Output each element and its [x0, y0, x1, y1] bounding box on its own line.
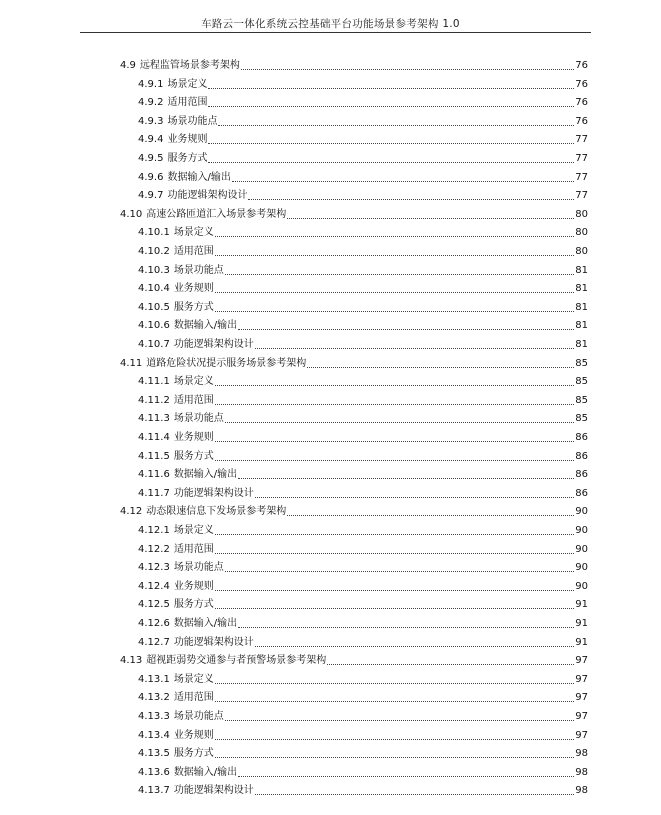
toc-entry-number: 4.11: [120, 357, 143, 369]
toc-subsection-entry[interactable]: [138, 411, 588, 425]
toc-entry-title: 适用范围: [167, 97, 208, 109]
toc-dot-leader: [215, 553, 574, 554]
toc-dot-leader: [208, 162, 574, 163]
toc-entry-number: 4.13.5: [138, 748, 170, 760]
toc-entry-title: 超视距弱势交通参与者预警场景参考架构: [146, 655, 327, 667]
toc-section-entry[interactable]: [120, 356, 588, 370]
toc-entry-page-number: 98: [575, 785, 588, 797]
toc-entry-page-number: 85: [575, 413, 588, 425]
toc-entry-page-number: 80: [575, 246, 588, 257]
toc-entry-number: 4.13.2: [138, 692, 170, 704]
toc-entry-number: 4.12.7: [138, 636, 170, 648]
toc-entry-title: 场景定义: [167, 78, 208, 90]
toc-dot-leader: [255, 497, 574, 498]
toc-entry-number: 4.11.5: [138, 450, 170, 462]
toc-entry-number: 4.9.4: [138, 134, 164, 146]
toc-dot-leader: [215, 739, 574, 740]
toc-entry-number: 4.9.2: [138, 97, 164, 109]
toc-subsection-entry[interactable]: [138, 635, 588, 649]
toc-subsection-entry[interactable]: [138, 542, 588, 556]
toc-entry-number: 4.11.6: [138, 469, 170, 481]
toc-entry-number: 4.13.7: [138, 785, 170, 797]
toc-entry-title: 场景功能点: [173, 264, 224, 276]
toc-entry-page-number: 77: [575, 134, 588, 146]
toc-dot-leader: [238, 627, 574, 628]
toc-entry-number: 4.10.6: [138, 320, 170, 332]
toc-entry-title: 场景功能点: [167, 115, 218, 127]
toc-dot-leader: [255, 646, 574, 647]
toc-dot-leader: [287, 218, 574, 219]
toc-entry-title: 功能逻辑架构设计: [167, 190, 248, 202]
toc-entry-number: 4.10.7: [138, 339, 170, 350]
toc-entry-title: 数据输入/输出: [173, 618, 238, 629]
toc-entry-page-number: 85: [575, 394, 588, 406]
toc-entry-number: 4.9.5: [138, 153, 164, 164]
toc-entry-number: 4.13.4: [138, 729, 170, 741]
toc-entry-title: 场景定义: [173, 673, 214, 685]
toc-dot-leader: [287, 515, 574, 516]
toc-entry-number: 4.10.3: [138, 264, 170, 276]
toc-entry-page-number: 98: [575, 748, 588, 760]
toc-subsection-entry[interactable]: [138, 449, 588, 463]
toc-dot-leader: [255, 794, 574, 795]
toc-subsection-entry[interactable]: [138, 318, 588, 332]
toc-dot-leader: [215, 292, 574, 293]
toc-entry-title: 数据输入/输出: [173, 469, 238, 481]
toc-dot-leader: [208, 143, 574, 144]
toc-subsection-entry[interactable]: [138, 467, 588, 481]
toc-dot-leader: [215, 441, 574, 442]
toc-entry-title: 服务方式: [167, 153, 208, 164]
toc-entry-title: 场景功能点: [173, 711, 224, 722]
toc-entry-number: 4.11.7: [138, 487, 170, 499]
toc-subsection-entry[interactable]: [138, 560, 588, 574]
toc-entry-number: 4.11.4: [138, 432, 170, 443]
toc-subsection-entry[interactable]: [138, 225, 588, 239]
toc-entry-page-number: 97: [575, 692, 588, 704]
toc-entry-number: 4.12.4: [138, 580, 170, 592]
toc-entry-title: 场景功能点: [173, 413, 224, 425]
toc-section-entry[interactable]: [120, 653, 588, 667]
toc-entry-page-number: 77: [575, 171, 588, 183]
toc-entry-page-number: 86: [575, 487, 588, 499]
toc-dot-leader: [215, 236, 574, 237]
toc-dot-leader: [215, 311, 574, 312]
toc-dot-leader: [215, 701, 574, 702]
toc-entry-title: 功能逻辑架构设计: [173, 785, 254, 797]
toc-entry-number: 4.10.5: [138, 301, 170, 313]
toc-entry-title: 场景定义: [173, 227, 214, 239]
toc-subsection-entry[interactable]: [138, 393, 588, 407]
toc-entry-title: 场景功能点: [173, 562, 224, 574]
toc-entry-title: 业务规则: [167, 134, 208, 146]
toc-subsection-entry[interactable]: [138, 690, 588, 704]
toc-dot-leader: [307, 367, 574, 368]
toc-entry-page-number: 86: [575, 450, 588, 462]
toc-entry-number: 4.10.4: [138, 283, 170, 295]
toc-entry-title: 远程监管场景参考架构: [139, 60, 240, 71]
toc-entry-page-number: 80: [575, 208, 588, 220]
toc-entry-page-number: 90: [575, 562, 588, 574]
toc-entry-page-number: 97: [575, 673, 588, 685]
toc-entry-page-number: 80: [575, 227, 588, 239]
toc-entry-title: 业务规则: [173, 729, 214, 741]
toc-dot-leader: [215, 534, 574, 535]
toc-entry-number: 4.13: [120, 655, 143, 667]
toc-dot-leader: [215, 460, 574, 461]
toc-entry-page-number: 76: [575, 115, 588, 127]
toc-section-entry[interactable]: [120, 504, 588, 518]
toc-entry-title: 道路危险状况提示服务场景参考架构: [146, 357, 307, 369]
toc-subsection-entry[interactable]: [138, 244, 588, 258]
toc-entry-number: 4.9.6: [138, 171, 164, 183]
toc-entry-number: 4.13.3: [138, 711, 170, 722]
toc-subsection-entry[interactable]: [138, 170, 588, 184]
toc-dot-leader: [225, 422, 574, 423]
toc-subsection-entry[interactable]: [138, 300, 588, 314]
toc-subsection-entry[interactable]: [138, 281, 588, 295]
toc-entry-title: 业务规则: [173, 283, 214, 295]
toc-entry-title: 数据输入/输出: [173, 320, 238, 332]
toc-dot-leader: [255, 348, 574, 349]
toc-entry-page-number: 98: [575, 766, 588, 778]
toc-entry-title: 业务规则: [173, 580, 214, 592]
toc-entry-number: 4.11.2: [138, 394, 170, 406]
toc-entry-page-number: 91: [575, 636, 588, 648]
toc-subsection-entry[interactable]: [138, 132, 588, 146]
page-header-title: 车路云一体化系统云控基础平台功能场景参考架构 1.0: [201, 18, 460, 30]
toc-entry-title: 数据输入/输出: [173, 766, 238, 778]
toc-entry-number: 4.13.1: [138, 673, 170, 685]
toc-entry-number: 4.12.1: [138, 525, 170, 536]
toc-dot-leader: [225, 571, 574, 572]
toc-entry-page-number: 91: [575, 618, 588, 629]
toc-dot-leader: [232, 181, 574, 182]
toc-subsection-entry[interactable]: [138, 486, 588, 500]
toc-entry-title: 业务规则: [173, 432, 214, 443]
toc-subsection-entry[interactable]: [138, 746, 588, 760]
toc-section-entry[interactable]: [120, 207, 588, 221]
toc-entry-title: 适用范围: [173, 543, 214, 555]
toc-entry-number: 4.9.7: [138, 190, 164, 202]
toc-entry-number: 4.10: [120, 208, 143, 220]
toc-entry-number: 4.12.5: [138, 599, 170, 611]
toc-entry-page-number: 97: [575, 655, 588, 667]
toc-subsection-entry[interactable]: [138, 597, 588, 611]
toc-entry-number: 4.13.6: [138, 766, 170, 778]
toc-subsection-entry[interactable]: [138, 765, 588, 779]
toc-entry-page-number: 81: [575, 264, 588, 276]
toc-entry-number: 4.9.3: [138, 115, 164, 127]
toc-entry-page-number: 86: [575, 432, 588, 443]
toc-subsection-entry[interactable]: [138, 77, 588, 91]
toc-entry-title: 场景定义: [173, 525, 214, 536]
toc-dot-leader: [215, 757, 574, 758]
toc-entry-number: 4.9: [120, 60, 136, 71]
toc-subsection-entry[interactable]: [138, 783, 588, 797]
toc-entry-number: 4.10.1: [138, 227, 170, 239]
toc-subsection-entry[interactable]: [138, 579, 588, 593]
toc-subsection-entry[interactable]: [138, 337, 588, 351]
toc-entry-page-number: 97: [575, 729, 588, 741]
toc-subsection-entry[interactable]: [138, 430, 588, 444]
toc-entry-number: 4.11.1: [138, 376, 170, 388]
toc-dot-leader: [238, 776, 574, 777]
toc-entry-title: 高速公路匝道汇入场景参考架构: [146, 208, 287, 220]
toc-entry-title: 场景定义: [173, 376, 214, 388]
toc-entry-number: 4.10.2: [138, 246, 170, 257]
toc-dot-leader: [208, 88, 574, 89]
toc-section-entry[interactable]: [120, 58, 588, 72]
toc-entry-page-number: 77: [575, 190, 588, 202]
toc-subsection-entry[interactable]: [138, 151, 588, 165]
toc-dot-leader: [327, 664, 574, 665]
toc-entry-page-number: 90: [575, 543, 588, 555]
toc-dot-leader: [248, 199, 574, 200]
toc-entry-page-number: 81: [575, 320, 588, 332]
toc-entry-title: 动态限速信息下发场景参考架构: [146, 506, 287, 518]
toc-entry-page-number: 76: [575, 78, 588, 90]
toc-dot-leader: [215, 608, 574, 609]
toc-dot-leader: [215, 683, 574, 684]
toc-entry-title: 服务方式: [173, 450, 214, 462]
toc-entry-number: 4.12.3: [138, 562, 170, 574]
toc-entry-number: 4.9.1: [138, 78, 164, 90]
toc-dot-leader: [218, 125, 574, 126]
toc-entry-page-number: 81: [575, 301, 588, 313]
toc-entry-page-number: 81: [575, 339, 588, 350]
toc-dot-leader: [241, 69, 574, 70]
toc-subsection-entry[interactable]: [138, 523, 588, 537]
toc-dot-leader: [215, 404, 574, 405]
toc-entry-page-number: 76: [575, 60, 588, 71]
toc-entry-title: 服务方式: [173, 748, 214, 760]
toc-entry-page-number: 81: [575, 283, 588, 295]
toc-entry-page-number: 76: [575, 97, 588, 109]
toc-entry-page-number: 91: [575, 599, 588, 611]
toc-entry-page-number: 86: [575, 469, 588, 481]
toc-subsection-entry[interactable]: [138, 263, 588, 277]
toc-dot-leader: [225, 274, 574, 275]
toc-dot-leader: [225, 720, 574, 721]
toc-dot-leader: [215, 590, 574, 591]
toc-entry-title: 功能逻辑架构设计: [173, 636, 254, 648]
toc-subsection-entry[interactable]: [138, 616, 588, 630]
toc-dot-leader: [208, 106, 574, 107]
toc-entry-number: 4.12: [120, 506, 143, 518]
toc-entry-page-number: 90: [575, 525, 588, 536]
toc-dot-leader: [238, 478, 574, 479]
toc-subsection-entry[interactable]: [138, 672, 588, 686]
toc-entry-title: 服务方式: [173, 301, 214, 313]
toc-entry-page-number: 90: [575, 580, 588, 592]
toc-entry-title: 数据输入/输出: [167, 171, 231, 183]
toc-subsection-entry[interactable]: [138, 114, 588, 128]
toc-entry-number: 4.11.3: [138, 413, 170, 425]
toc-subsection-entry[interactable]: [138, 188, 588, 202]
toc-entry-number: 4.12.6: [138, 618, 170, 629]
toc-entry-page-number: 85: [575, 376, 588, 388]
toc-entry-title: 服务方式: [173, 599, 214, 611]
toc-entry-title: 适用范围: [173, 394, 214, 406]
toc-entry-title: 功能逻辑架构设计: [173, 487, 254, 499]
toc-subsection-entry[interactable]: [138, 709, 588, 723]
header-rule: [80, 32, 591, 33]
toc-entry-number: 4.12.2: [138, 543, 170, 555]
toc-entry-title: 适用范围: [173, 246, 214, 257]
toc-entry-page-number: 90: [575, 506, 588, 518]
toc-subsection-entry[interactable]: [138, 374, 588, 388]
toc-dot-leader: [215, 385, 574, 386]
toc-dot-leader: [215, 255, 574, 256]
toc-subsection-entry[interactable]: [138, 95, 588, 109]
toc-entry-page-number: 97: [575, 711, 588, 722]
toc-entry-page-number: 77: [575, 153, 588, 164]
toc-subsection-entry[interactable]: [138, 728, 588, 742]
toc-entry-title: 适用范围: [173, 692, 214, 704]
toc-dot-leader: [238, 329, 574, 330]
toc-entry-page-number: 85: [575, 357, 588, 369]
toc-entry-title: 功能逻辑架构设计: [173, 339, 254, 350]
